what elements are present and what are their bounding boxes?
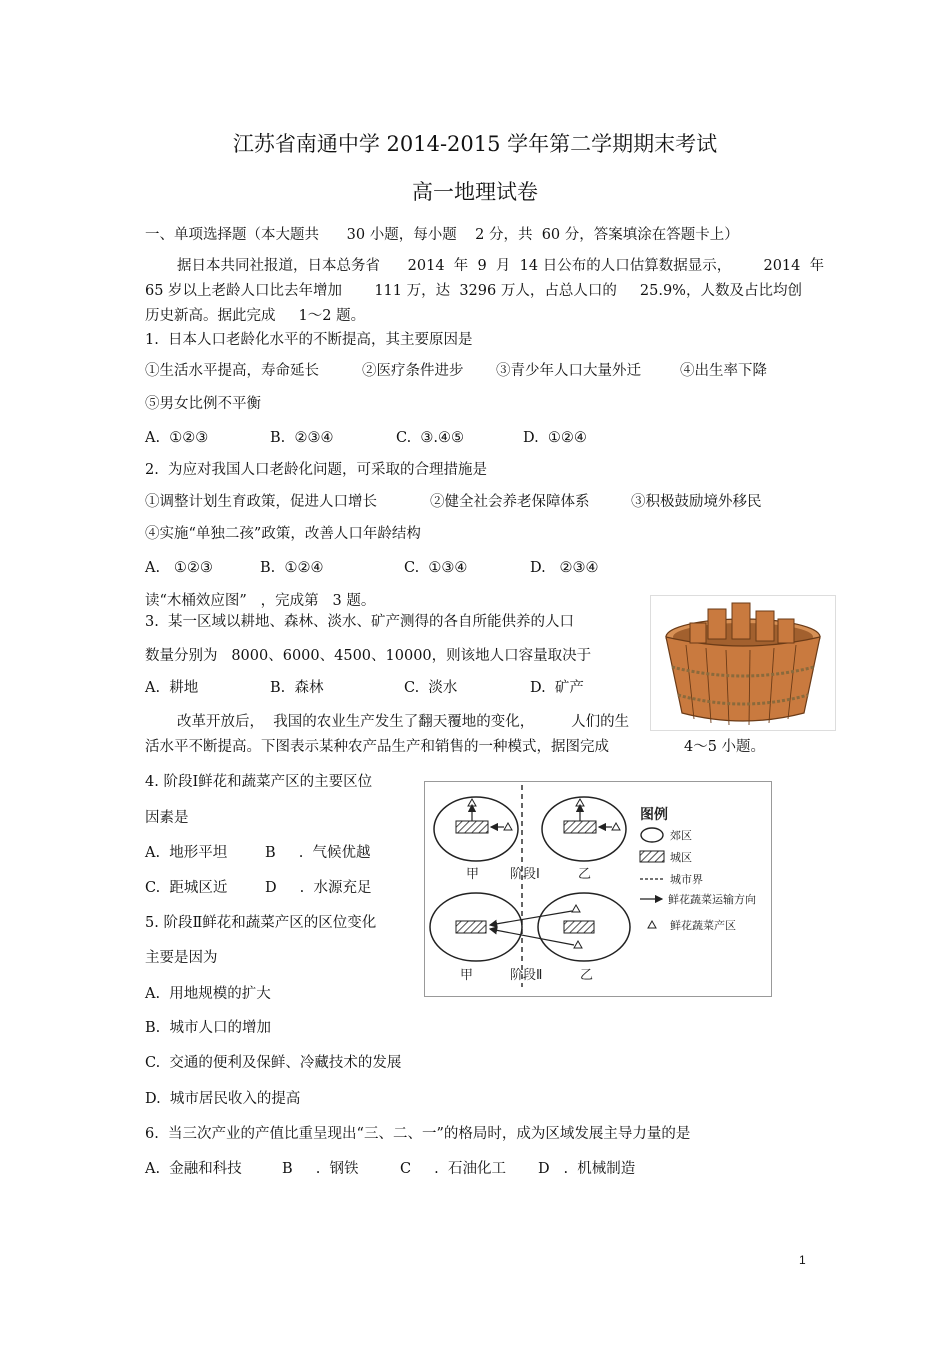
urban-area: [564, 821, 596, 833]
q5-option-d: D. 城市居民收入的提高: [145, 1091, 301, 1107]
q1-option-d: D. ①②④: [523, 430, 587, 446]
label-stage-2: 阶段Ⅱ: [510, 968, 543, 983]
q4-stem-2: 因素是: [145, 810, 189, 826]
q6-option-a: A. 金融和科技: [145, 1161, 242, 1177]
intro-2-line-1: 改革开放后， 我国的农业生产发生了翻天覆地的变化， 人们的生: [177, 714, 630, 730]
q5-stem-2: 主要是因为: [145, 950, 218, 966]
q3-lead: 读“木桶效应图” ，完成第 3 题。: [145, 593, 376, 609]
legend-transport-direction: 鲜花蔬菜运输方向: [668, 893, 756, 906]
q5-option-c: C. 交通的便利及保鲜、冷藏技术的发展: [145, 1055, 402, 1071]
q2-option-a: A. ①②③: [145, 560, 213, 576]
legend-city-boundary: 城市界: [670, 873, 703, 886]
q2-option-b: B. ①②④: [260, 560, 324, 576]
q1-option-a: A. ①②③: [145, 430, 209, 446]
q2-stem: 2. 为应对我国人口老龄化问题，可采取的合理措施是: [145, 462, 488, 478]
label-yi-stage-1: 乙: [578, 867, 592, 882]
q3-option-c: C. 淡水: [404, 680, 458, 696]
q1-item-3: ③青少年人口大量外迁: [496, 363, 641, 379]
q1-item-2: ②医疗条件进步: [362, 363, 464, 379]
q1-stem: 1. 日本人口老龄化水平的不断提高，其主要原因是: [145, 332, 473, 348]
q2-option-c: C. ①③④: [404, 560, 468, 576]
q2-item-4: ④实施“单独二孩”政策，改善人口年龄结构: [145, 526, 421, 542]
q5-option-b: B. 城市人口的增加: [145, 1020, 271, 1036]
label-jia-stage-1: 甲: [466, 867, 480, 882]
legend-suburb: 郊区: [670, 829, 692, 842]
legend-produce-area: 鲜花蔬菜产区: [670, 919, 736, 932]
intro-1-line-3: 历史新高。据此完成 1～2 题。: [145, 308, 366, 324]
q1-item-4: ④出生率下降: [680, 363, 767, 379]
q4-stem-1: 4. 阶段Ⅰ鲜花和蔬菜产区的主要区位: [145, 774, 373, 790]
q6-option-c: C . 石油化工: [400, 1161, 506, 1177]
q4-option-c: C. 距城区近: [145, 880, 228, 896]
label-stage-1: 阶段Ⅰ: [510, 867, 540, 882]
intro-1-line-1: 据日本共同社报道，日本总务省 2014 年 9 月 14 日公布的人口估算数据显示， 2014 年: [177, 258, 825, 274]
q6-option-d: D . 机械制造: [538, 1161, 636, 1177]
q5-option-a: A. 用地规模的扩大: [145, 986, 271, 1002]
q3-stem-2: 数量分别为 8000、6000、4500、10000，则该地人口容量取决于: [145, 648, 592, 664]
q3-option-b: B. 森林: [270, 680, 324, 696]
label-yi-stage-2: 乙: [580, 968, 594, 983]
page-title: 江苏省南通中学 2014-2015 学年第二学期期末考试: [232, 132, 718, 156]
q3-option-a: A. 耕地: [145, 680, 199, 696]
q5-stem-1: 5. 阶段Ⅱ鲜花和蔬菜产区的区位变化: [145, 915, 377, 931]
page-number: 1: [799, 1253, 806, 1267]
q3-option-d: D. 矿产: [530, 680, 584, 696]
q4-option-b: B . 气候优越: [265, 845, 371, 861]
q2-option-d: D. ②③④: [530, 560, 599, 576]
q2-item-2: ②健全社会养老保障体系: [430, 494, 590, 510]
intro-2-line-2: 活水平不断提高。下图表示某种农产品生产和销售的一种模式，据图完成: [145, 739, 609, 755]
q1-item-1: ①生活水平提高，寿命延长: [145, 363, 319, 379]
q4-option-d: D . 水源充足: [265, 880, 372, 896]
urban-area: [456, 821, 488, 833]
q6-option-b: B . 钢铁: [282, 1161, 359, 1177]
q1-item-5: ⑤男女比例不平衡: [145, 396, 261, 412]
legend-title: 图例: [640, 807, 668, 823]
intro-1-line-2: 65 岁以上老龄人口比去年增加 111 万，达 3296 万人，占总人口的 25.9%，人数及占比均创: [145, 283, 802, 299]
section-heading: 一、单项选择题（本大题共 30 小题，每小题 2 分，共 60 分，答案填涂在答题卡上）: [145, 227, 739, 243]
q2-item-3: ③积极鼓励境外移民: [631, 494, 762, 510]
page-subtitle: 高一地理试卷: [412, 180, 538, 204]
q4-option-a: A. 地形平坦: [145, 845, 228, 861]
urban-area: [456, 921, 486, 933]
q6-stem: 6. 当三次产业的产值比重呈现出“三、二、一”的格局时，成为区域发展主导力量的是: [145, 1126, 691, 1142]
farm-produce-zone-diagram: [424, 781, 772, 997]
q1-option-b: B. ②③④: [270, 430, 334, 446]
q3-stem-1: 3. 某一区域以耕地、森林、淡水、矿产测得的各自所能供养的人口: [145, 614, 575, 630]
q1-option-c: C. ③.④⑤: [396, 430, 465, 446]
label-jia-stage-2: 甲: [460, 968, 474, 983]
legend-urban: 城区: [670, 851, 692, 864]
intro-2-line-2b: 4～5 小题。: [684, 739, 766, 755]
wooden-barrel-image: [650, 595, 836, 731]
urban-area: [564, 921, 594, 933]
q2-item-1: ①调整计划生育政策，促进人口增长: [145, 494, 377, 510]
